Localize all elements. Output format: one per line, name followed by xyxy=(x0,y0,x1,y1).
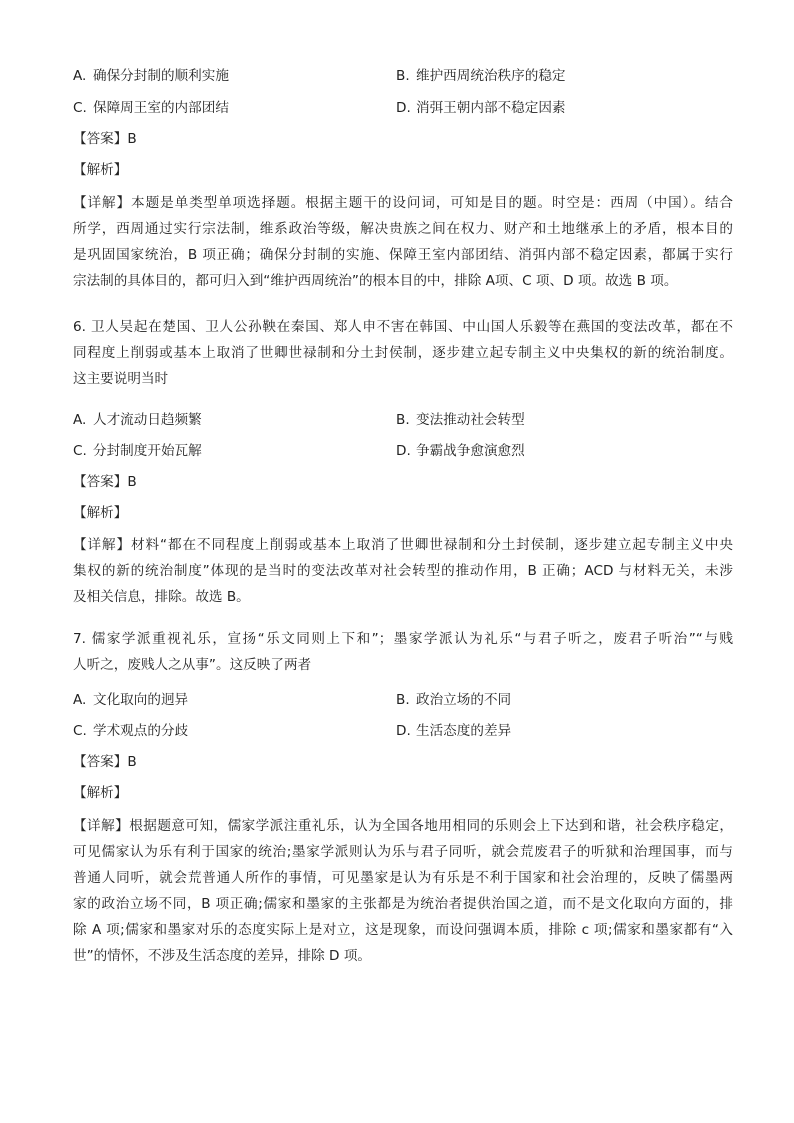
q7-stem-line: 人听之，废贱人之从事”。这反映了两者 xyxy=(73,657,312,673)
q5-detail-line: 是巩固国家统治，B 项正确；确保分封制的实施、保障王室内部团结、消弭内部不稳定因素，都属于实行 xyxy=(73,247,733,263)
q6-stem-line: 6. 卫人吴起在楚国、卫人公孙鞅在秦国、郑人申不害在韩国、中山国人乐毅等在燕国的变法改革，都在不 xyxy=(73,319,733,335)
q7-options-row-2 xyxy=(73,721,733,741)
q7-options-row-1 xyxy=(73,690,733,710)
q5-option-d: D. 消弭王朝内部不稳定因素 xyxy=(396,100,566,116)
q7-detail-line: 【详解】根据题意可知，儒家学派注重礼乐，认为全国各地用相同的乐则会上下达到和谐，社会秩序稳定， xyxy=(73,818,733,834)
q5-option-b: B. 维护西周统治秩序的稳定 xyxy=(396,68,566,84)
q5-analysis-label: 【解析】 xyxy=(73,162,128,178)
q5-detail-line: 【详解】本题是单类型单项选择题。根据主题干的设问词，可知是目的题。时空是：西周（中国）。结合 xyxy=(73,195,733,211)
q7-detail-line: 家的政治立场不同，B 项正确;儒家和墨家的主张都是为统治者提供治国之道，而不是文化取向方面的，排 xyxy=(73,896,733,912)
q7-detail-line: 除 A 项;儒家和墨家对乐的态度实际上是对立，这是现象，而设问强调本质，排除 c 项;儒家和墨家都有“入 xyxy=(73,922,733,938)
q7-detail-line: 可见儒家认为乐有利于国家的统治;墨家学派则认为乐与君子同听，就会荒废君子的听狱和治理国事，而与 xyxy=(73,844,733,860)
q5-detail xyxy=(73,190,733,294)
q7-stem xyxy=(73,626,733,678)
q5-option-a: A. 确保分封制的顺利实施 xyxy=(73,68,229,84)
q7-stem-line: 7. 儒家学派重视礼乐，宣扬“乐文同则上下和”；墨家学派认为礼乐“与君子听之，废君子听治”“与贱 xyxy=(73,631,733,647)
q6-option-c: C. 分封制度开始瓦解 xyxy=(73,443,202,459)
q7-answer: 【答案】B xyxy=(73,754,137,770)
q6-answer: 【答案】B xyxy=(73,474,137,490)
q6-detail xyxy=(73,532,733,610)
q7-option-a: A. 文化取向的迥异 xyxy=(73,692,189,708)
q6-option-b: B. 变法推动社会转型 xyxy=(396,412,525,428)
q6-stem xyxy=(73,314,733,392)
q5-option-c: C. 保障周王室的内部团结 xyxy=(73,100,229,116)
q6-detail-line: 【详解】材料“都在不同程度上削弱或基本上取消了世卿世禄制和分土封侯制，逐步建立起专制主义中央 xyxy=(73,537,733,553)
q5-answer: 【答案】B xyxy=(73,131,137,147)
q7-option-d: D. 生活态度的差异 xyxy=(396,723,512,739)
q7-detail xyxy=(73,813,733,969)
q6-stem-line: 同程度上削弱或基本上取消了世卿世禄制和分土封侯制，逐步建立起专制主义中央集权的新的统治制度。 xyxy=(73,345,733,361)
q7-detail-line: 世”的情怀，不涉及生活态度的差异，排除 D 项。 xyxy=(73,948,372,964)
q7-analysis-label: 【解析】 xyxy=(73,785,128,801)
q6-detail-line: 及相关信息，排除。故选 B。 xyxy=(73,589,250,605)
q6-option-a: A. 人才流动日趋频繁 xyxy=(73,412,202,428)
q6-options-row-2 xyxy=(73,441,733,461)
q5-options-row-2 xyxy=(73,98,733,118)
q7-detail-line: 普通人同听，就会荒普通人所作的事情，可见墨家是认为有乐是不利于国家和社会治理的，反映了儒墨两 xyxy=(73,870,733,886)
q6-analysis-label: 【解析】 xyxy=(73,505,128,521)
q6-option-d: D. 争霸战争愈演愈烈 xyxy=(396,443,525,459)
q6-detail-line: 集权的新的统治制度”体现的是当时的变法改革对社会转型的推动作用，B 正确；ACD 与材料无关，未涉 xyxy=(73,563,733,579)
q6-stem-line: 这主要说明当时 xyxy=(73,371,169,387)
q7-option-c: C. 学术观点的分歧 xyxy=(73,723,189,739)
q6-options-row-1 xyxy=(73,410,733,430)
q5-detail-line: 宗法制的具体目的，都可归入到“维护西周统治”的根本目的中，排除 A项、C 项、D 项。故选 B 项。 xyxy=(73,273,678,289)
q5-detail-line: 所学，西周通过实行宗法制，维系政治等级，解决贵族之间在权力、财产和土地继承上的矛盾，根本目的 xyxy=(73,221,733,237)
q7-option-b: B. 政治立场的不同 xyxy=(396,692,512,708)
q5-options-row-1 xyxy=(73,66,733,86)
